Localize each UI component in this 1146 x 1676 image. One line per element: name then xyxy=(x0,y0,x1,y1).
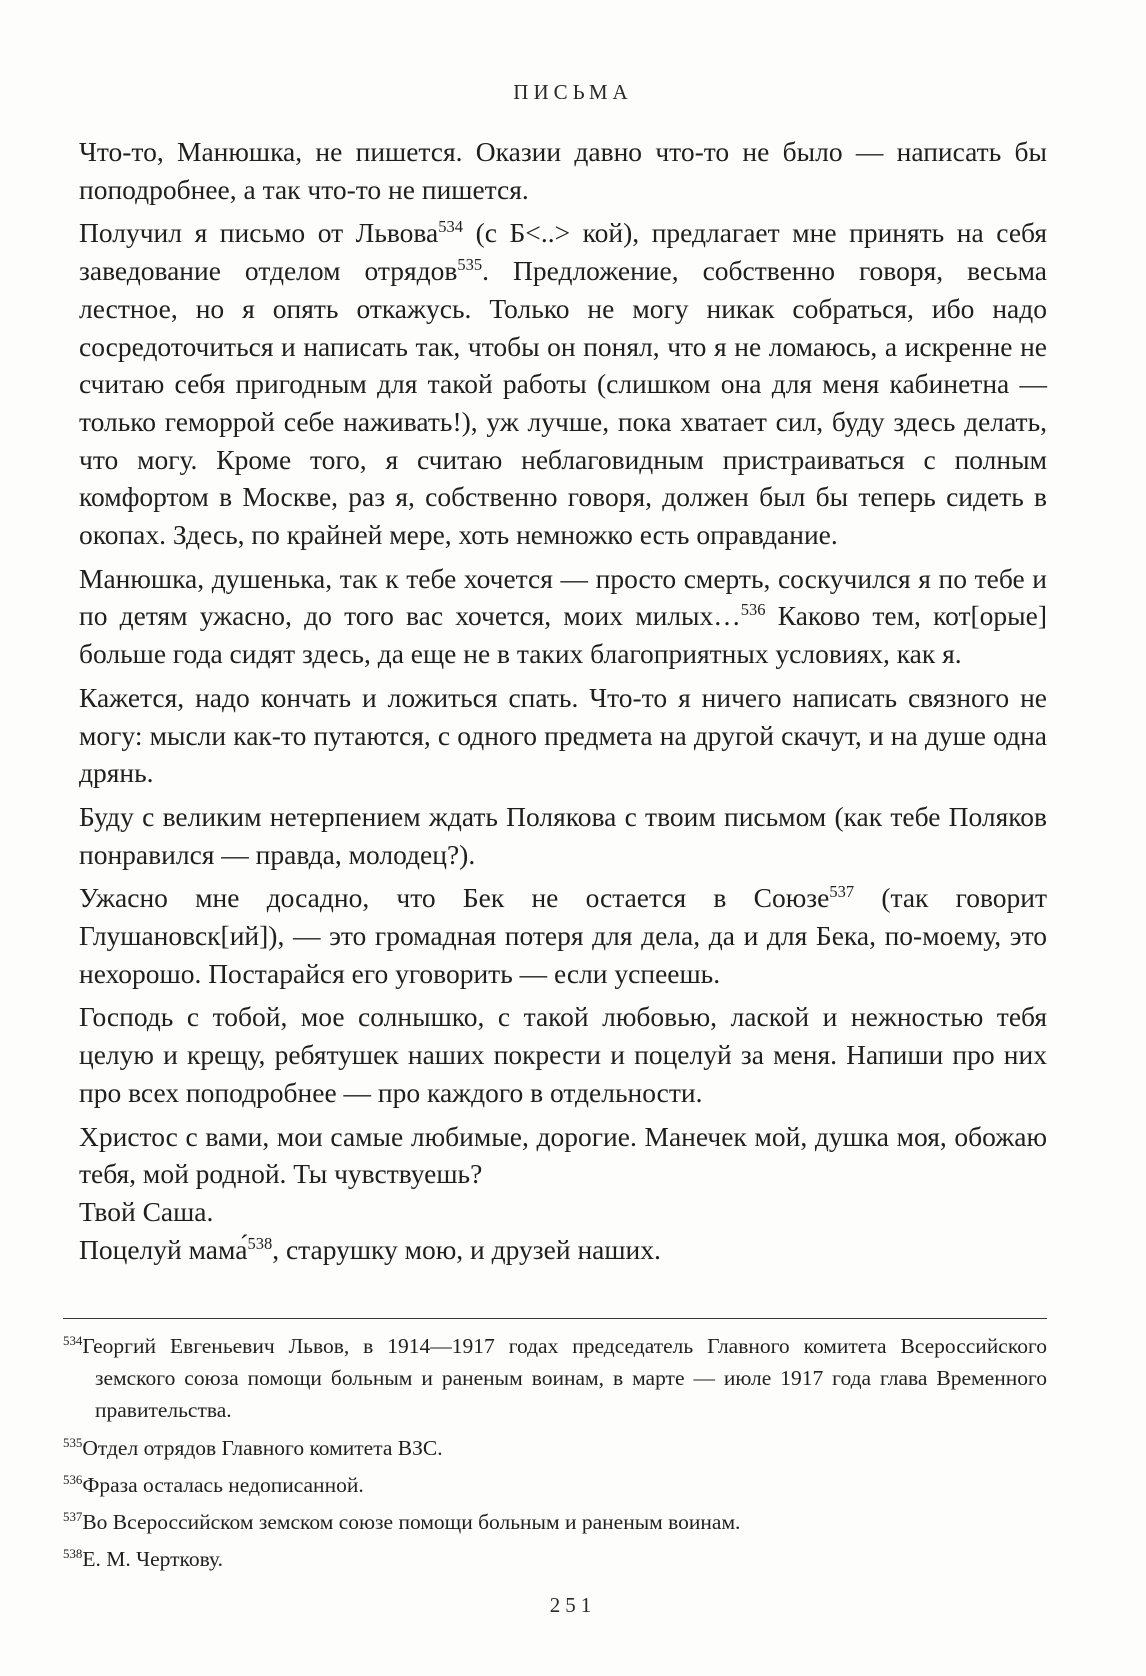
paragraph xyxy=(79,133,1047,208)
footnotes xyxy=(63,1330,1047,1580)
footnote xyxy=(63,1543,1047,1575)
footnote-number: 534 xyxy=(63,1333,83,1348)
footnote-number: 535 xyxy=(63,1435,83,1450)
paragraph-text: Поцелуй мама́ xyxy=(79,1233,248,1265)
footnote-ref[interactable]: 534 xyxy=(438,217,463,237)
paragraph xyxy=(79,998,1047,1111)
paragraph xyxy=(79,679,1047,792)
paragraph-text: Манюшка, душенька, так к тебе хочется — просто смерть, соскучился я по тебе и по детям ужасно, до того вас хочется, моих милых… xyxy=(79,562,1047,632)
paragraph xyxy=(79,1118,1047,1193)
paragraph xyxy=(79,1231,1047,1269)
footnote-number: 536 xyxy=(63,1472,83,1487)
paragraph-text: (так говорит Глушановск[ий]), — это громадная потеря для дела, да и для Бека, по-моему, это нехорошо. Постарайся его уговорить — если успеешь. xyxy=(79,882,1047,989)
paragraph-text: . Предложение, собственно говоря, весьма лестное, но я опять откажусь. Только не могу никак собраться, ибо надо сосредоточиться и написать так, чтобы он понял, что я не ломаюсь, а искренне не считаю себя пригодным для такой работы (слишком она для меня кабинетна — только геморрой себе наживать!), уж лучше, пока хватает сил, буду здесь делать, что могу. Кроме того, я считаю неблаговидным пристраиваться с полным комфортом в Москве, раз я, собственно говоря, должен был бы теперь сидеть в окопах. Здесь, по крайней мере, хоть немножко есть оправдание. xyxy=(79,255,1047,551)
paragraph-text: Получил я письмо от Львова xyxy=(79,217,439,249)
paragraph-text: Ужасно мне досадно, что Бек не остается в Союзе xyxy=(79,882,830,914)
paragraph-text: Что-то, Манюшка, не пишется. Оказии давно что-то не было — написать бы поподробнее, а так что-то не пишется. xyxy=(79,136,1047,205)
paragraph-text: Буду с великим нетерпением ждать Полякова с твоим письмом (как тебе Поляков понравился — правда, молодец?). xyxy=(79,800,1047,870)
paragraph xyxy=(79,879,1047,992)
running-head: ПИСЬМА xyxy=(513,80,633,104)
footnote xyxy=(63,1469,1047,1501)
footnote-number: 538 xyxy=(63,1547,83,1562)
footnote-text: Георгий Евгеньевич Львов, в 1914—1917 годах председатель Главного комитета Всероссийского земского союза помощи больным и раненым воинам, в марте — июле 1917 года глава Временного правительства. xyxy=(82,1334,1047,1423)
paragraph-text: (с Б<..> кой), предлагает мне принять на себя заведование отделом отрядов xyxy=(79,217,1047,287)
footnote-text: Е. М. Черткову. xyxy=(82,1547,223,1572)
letter-body xyxy=(79,133,1047,1268)
footnote-divider xyxy=(63,1318,1047,1319)
footnote-ref[interactable]: 538 xyxy=(247,1233,273,1253)
paragraph-text: Христос с вами, мои самые любимые, дорогие. Манечек мой, душка моя, обожаю тебя, мой родной. Ты чувствуешь? xyxy=(79,1120,1047,1190)
paragraph xyxy=(79,560,1047,673)
paragraph-text: Каково тем, кот[орые] больше года сидят здесь, да еще не в таких благоприятных условиях, как я. xyxy=(79,600,1047,670)
signature-line xyxy=(79,1193,1047,1231)
footnote-text: Отдел отрядов Главного комитета ВЗС. xyxy=(82,1435,443,1460)
footnote-text: Во Всероссийском земском союзе помощи больным и раненым воинам. xyxy=(82,1510,741,1535)
footnote xyxy=(63,1506,1047,1538)
footnote xyxy=(63,1432,1047,1464)
paragraph-text: , старушку мою, и друзей наших. xyxy=(272,1233,661,1265)
page-number: 251 xyxy=(549,1593,597,1617)
paragraph-text: Господь с тобой, мое солнышко, с такой любовью, лаской и нежностью тебя целую и крещу, ребятушек наших покрести и поцелуй за меня. Напиши про них про всех поподробнее — про каждого в отдельности. xyxy=(79,1001,1047,1108)
footnote-ref[interactable]: 535 xyxy=(457,254,483,274)
footnote-ref[interactable]: 537 xyxy=(829,882,855,902)
footnote-text: Фраза осталась недописанной. xyxy=(82,1472,364,1497)
footnote-number: 537 xyxy=(63,1509,83,1524)
paragraph xyxy=(79,798,1047,873)
paragraph-text: Твой Саша. xyxy=(79,1195,214,1227)
paragraph xyxy=(79,214,1047,553)
paragraph-text: Кажется, надо кончать и ложиться спать. Что-то я ничего написать связного не могу: мысли как-то путаются, с одного предмета на другой скачут, и на душе одна дрянь. xyxy=(79,681,1047,789)
footnote-ref[interactable]: 536 xyxy=(740,600,766,620)
footnote xyxy=(63,1330,1047,1427)
